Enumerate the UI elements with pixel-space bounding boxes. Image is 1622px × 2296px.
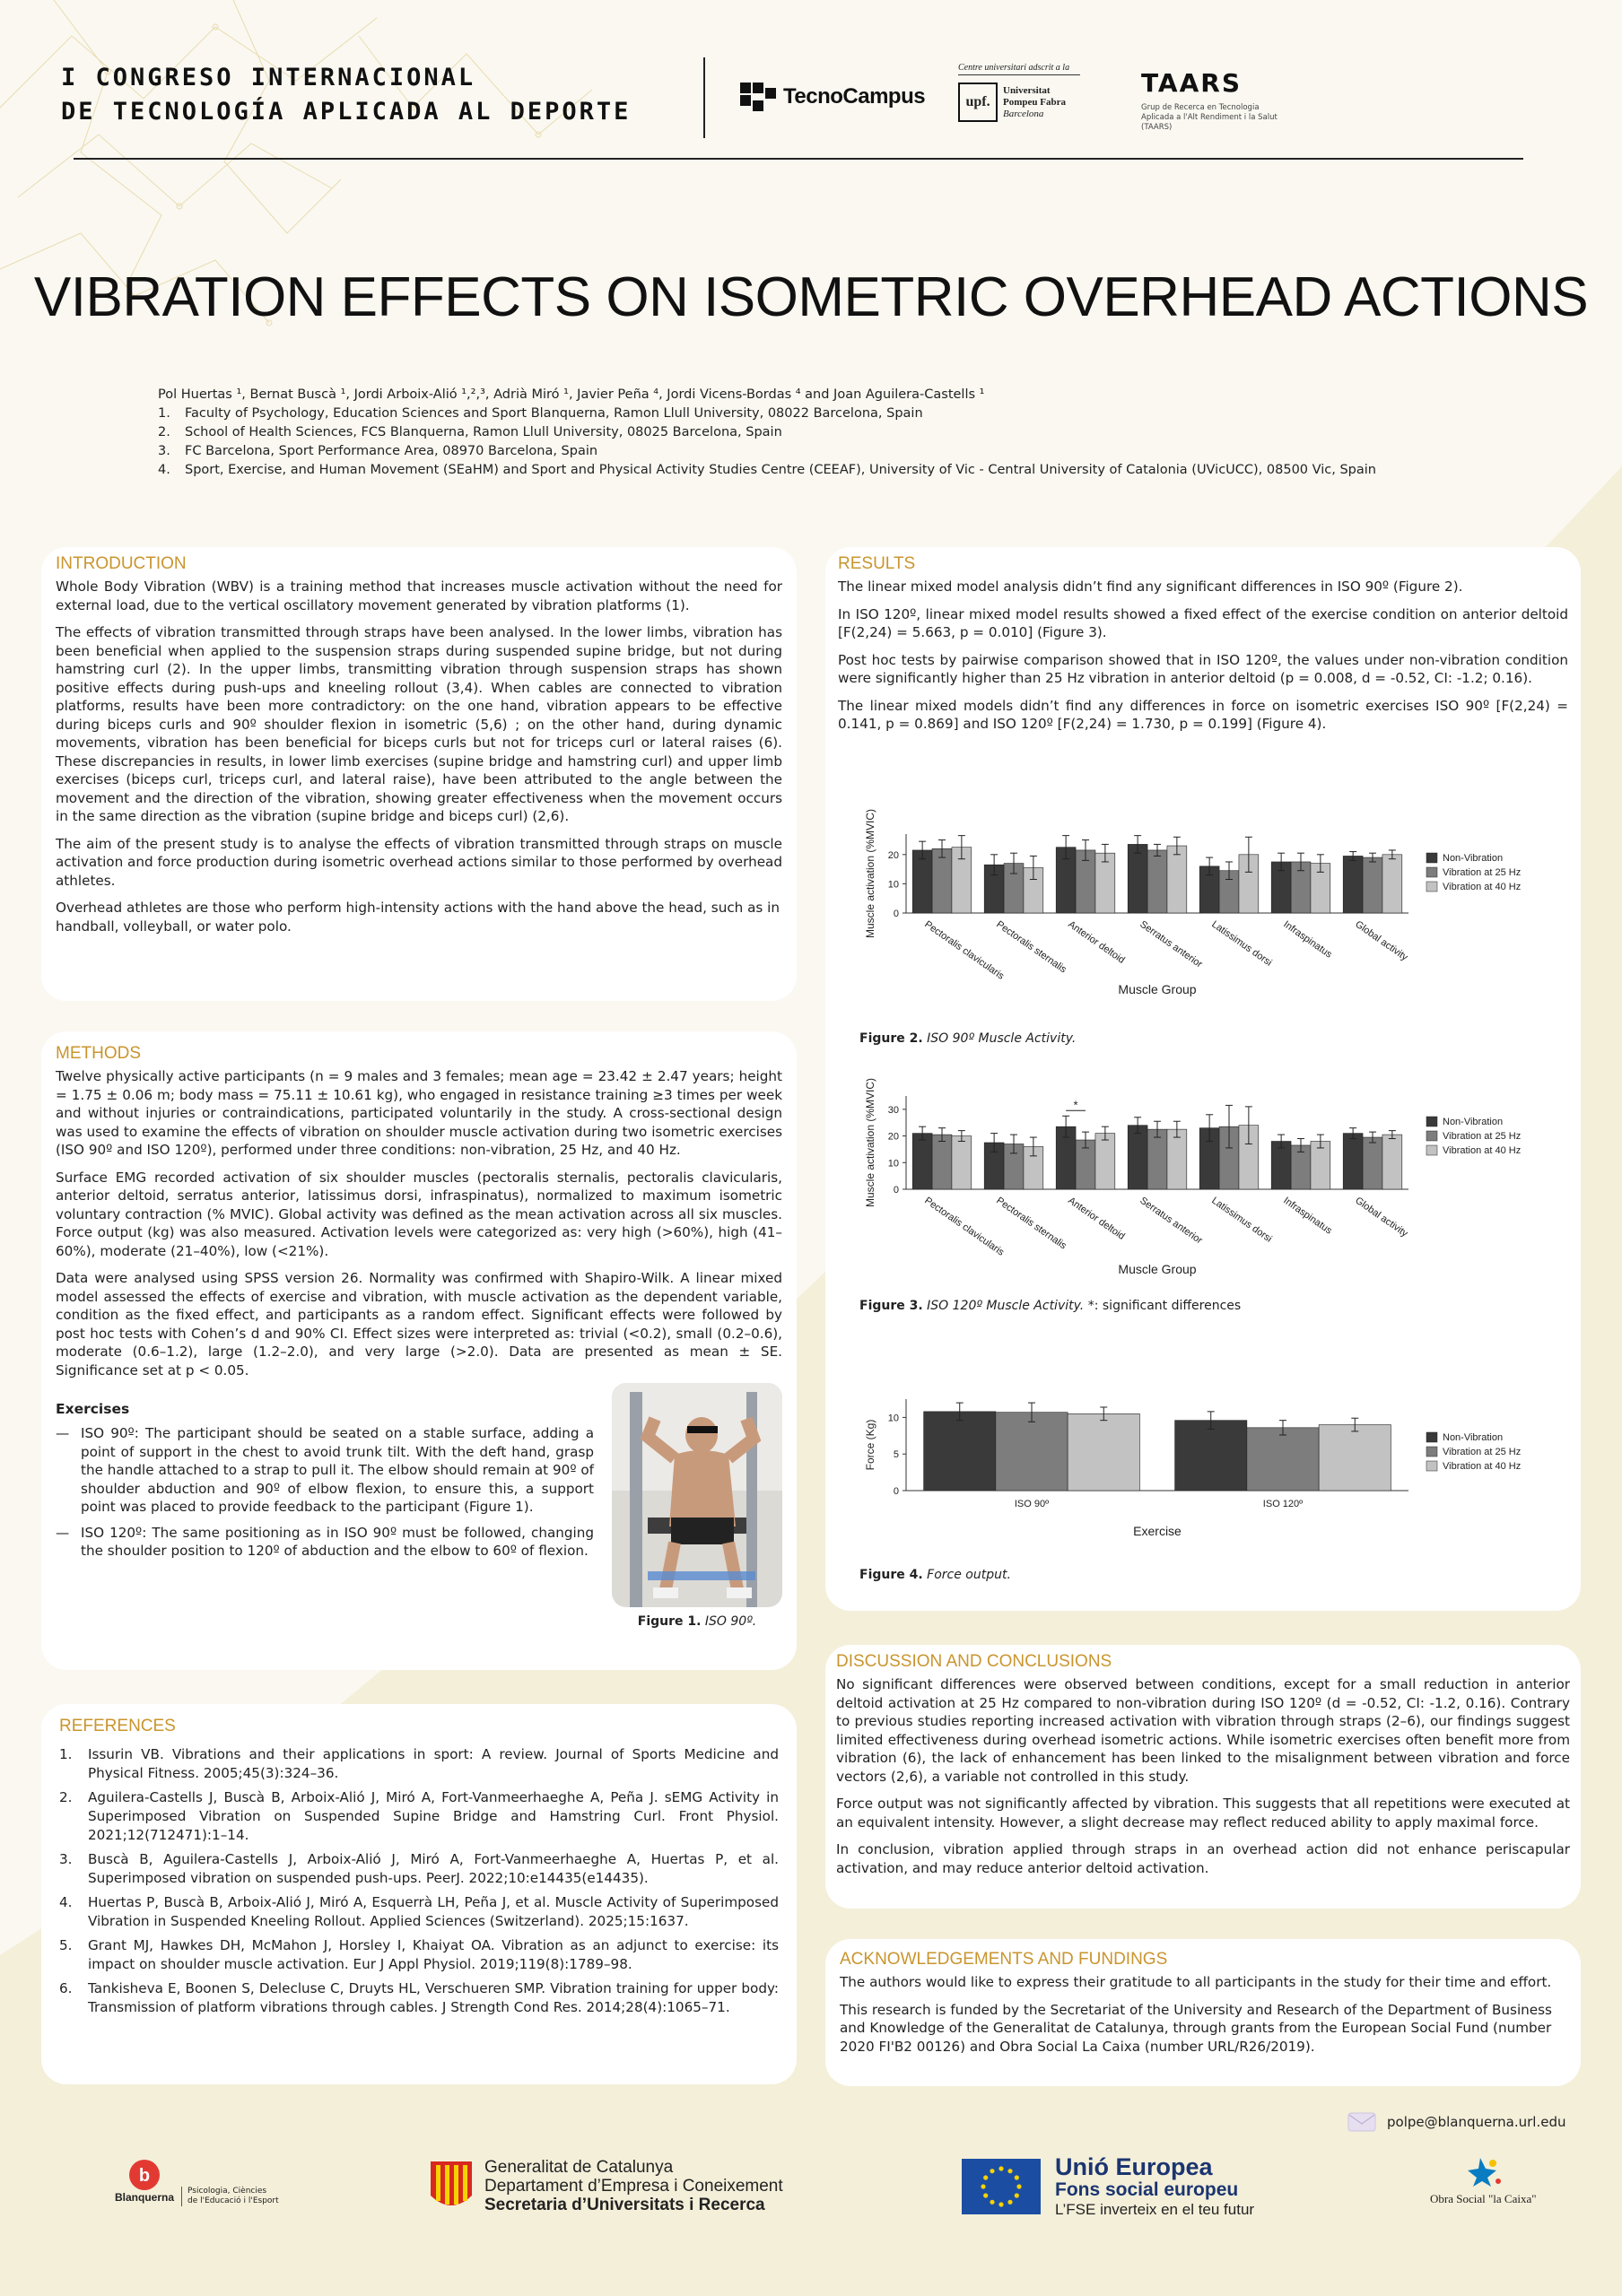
tecnocampus-icon (740, 83, 776, 111)
author-list: Pol Huertas ¹, Bernat Buscà ¹, Jordi Arboix-Alió ¹,²,³, Adrià Miró ¹, Javier Peña ⁴, Jordi Vicens-Bordas ⁴ and Joan Aguilera-Castells ¹ (158, 387, 985, 402)
dash-bullet: — (56, 1524, 70, 1541)
acknowledgements-heading: ACKNOWLEDGEMENTS AND FUNDINGS (840, 1950, 1168, 1969)
introduction-paragraph: The effects of vibration transmitted through straps have been analysed. In the lower limbs, vibration has been beneficial when applied to the suspension straps during suspended supine bridge, but not during hamstring curl (2). In the upper limbs, transmitting vibration through suspension straps has shown positive effects during push-ups and kneeling rollout (3,4). When cables are connected to vibration platforms, results have been more contradictory: on the one hand, vibration appears to be effective during biceps curls and 90º shoulder flexion in isometric (5,6) ; on the other hand, during dynamic movements, vibration has been beneficial for biceps curls but not for triceps curl or lateral raises (6). These discrepancies in results, in lower limb exercises (supine bridge and hamstring curl) and upper limb exercises (biceps curl, triceps curl, and lateral raise), have been attributed to the angle between the movement and the direction of the vibration, showing greater effectiveness when the movement occurs in the same direction as the vibration (supine bridge and biceps curl) (2,6). (56, 624, 782, 824)
eu-star (998, 2202, 1003, 2206)
bar (1167, 1129, 1187, 1189)
upf-logo (958, 63, 1080, 122)
affiliation-number: 4. (158, 463, 170, 477)
results-paragraph: Post hoc tests by pairwise comparison showed that in ISO 120º, the values under non-vibration condition were significantly higher than 25 Hz vibration in anterior deltoid (p = 0.008, d = -0.52, CI: -1.2; 0.16). (838, 651, 1568, 686)
affiliation-list (158, 404, 1376, 480)
eu-star (990, 2200, 994, 2205)
exercise-text: ISO 90º: The participant should be seated on a stable surface, adding a point of support in the chest to avoid trunk tilt. With the deft hand, grasp the handle attached to a strap to pull it. The elbow should remain at 90º of shoulder abduction and 90º of elbow flexion, to ensure this, a support point was placed to provide feedback to the participant (Figure 1). (81, 1425, 594, 1515)
upf-name-1: Universitat (1003, 84, 1051, 96)
x-tick-label: Infraspinatus (1281, 1195, 1334, 1237)
legend-label: Non-Vibration (1443, 1432, 1504, 1443)
svg-text:b: b (138, 2166, 151, 2186)
bar (1095, 1134, 1115, 1189)
legend-swatch (1426, 1131, 1437, 1141)
reference-text: Aguilera-Castells J, Buscà B, Arboix-Alió J, Miró A, Fort-Vanmeerhaeghe A, Peña J. sEMG Activity in Superimposed Vibration on Suspended Supine Bridge and Hamstring Curl. Front Physiol. 2021;12(712471):1–14. (88, 1789, 779, 1843)
y-tick-label: 0 (893, 909, 899, 919)
taars-name: TAARS (1141, 68, 1242, 98)
reference-text: Huertas P, Buscà B, Arboix-Alió J, Miró A, Esquerrà LH, Peña J, et al. Muscle Activity of Superimposed Vibration in Suspended Kneeling Rollout. Applied Sciences (Switzerland). 2025;15:1637. (88, 1894, 779, 1929)
results-card (825, 547, 1581, 1611)
figure-3-text: ISO 120º Muscle Activity. (927, 1299, 1085, 1313)
generalitat-line-1: Generalitat de Catalunya (484, 2158, 674, 2177)
figure-1-caption (612, 1614, 782, 1629)
bar (952, 1136, 972, 1189)
x-tick-label: Latissimus dorsi (1209, 1195, 1274, 1245)
reference-number: 5. (59, 1937, 73, 1953)
legend-swatch (1426, 1461, 1437, 1471)
introduction-card (41, 547, 797, 1001)
blanquerna-sub-2: de l'Educació i l'Esport (187, 2196, 279, 2205)
legend-swatch (1426, 853, 1437, 863)
eu-star (1015, 2175, 1019, 2179)
affiliation-item (158, 404, 1376, 423)
discussion-paragraph: In conclusion, vibration applied through straps in an overhead action did not enhance periscapular activation, and may reduce anterior deltoid activation. (836, 1841, 1570, 1876)
legend-label: Vibration at 25 Hz (1443, 867, 1522, 878)
x-tick-label: Pectoralis clavicularis (922, 918, 1007, 982)
affiliation-number: 3. (158, 444, 170, 458)
bar (1311, 1142, 1330, 1189)
bar (1343, 1134, 1363, 1189)
x-tick-label: Anterior deltoid (1066, 918, 1127, 966)
eu-logo (962, 2154, 1254, 2219)
blanquerna-sub-1: Psicologia, Ciències (187, 2187, 267, 2196)
bar (1247, 1428, 1319, 1491)
reference-item (59, 1788, 779, 1845)
acknowledgements-paragraph: This research is funded by the Secretariat of the University and Research of the Department of Business and Knowledge of the Generalitat de Catalunya, through grants from the European Social Fund (number 2020 FI'B2 00126) and Obra Social La Caixa (number URL/R26/2019). (840, 2001, 1552, 2055)
y-tick-label: 5 (893, 1449, 899, 1461)
tecnocampus-text: TecnoCampus (783, 84, 926, 109)
eu-star (983, 2175, 988, 2179)
discussion-paragraph: Force output was not significantly affected by vibration. This suggests that all repetitions were executed at an equivalent intensity. However, a slight decrease may reflect reduced ability to apply maximal force. (836, 1796, 1570, 1831)
legend-swatch (1426, 1447, 1437, 1457)
legend-label: Non-Vibration (1443, 853, 1504, 864)
discussion-paragraph: No significant differences were observed between conditions, except for a small reduction in anterior deltoid activation at 25 Hz compared to non-vibration during ISO 120º (d = -0.52, CI: -1.2, 0.16). Contrary to previous studies reporting increased activation with vibration through straps (2–6), our findings suggest limited effectiveness during overhead isometric actions. While isometric exercises often benefit more from vibration (6), the lack of enhancement has been linked to the misalignment between vibration and force vectors (2,6), a variable not controlled in this study. (836, 1676, 1570, 1785)
x-tick-label: Infraspinatus (1281, 918, 1334, 961)
poster-title: VIBRATION EFFECTS ON ISOMETRIC OVERHEAD ACTIONS (33, 266, 1589, 328)
acknowledgements-paragraph: The authors would like to express their gratitude to all participants in the study for their time and effort. (840, 1974, 1552, 1990)
acknowledgements-card (825, 1939, 1581, 2086)
y-tick-label: 10 (887, 1158, 899, 1170)
bar (1382, 855, 1402, 913)
eu-star (1016, 2184, 1021, 2188)
y-tick-label: 20 (887, 849, 899, 861)
legend-swatch (1426, 1145, 1437, 1155)
eu-star (983, 2193, 988, 2197)
legend-swatch (1426, 1432, 1437, 1442)
figure-1-text: ISO 90º. (704, 1614, 757, 1629)
generalitat-line-3: Secretaria d’Universitats i Recerca (484, 2196, 765, 2214)
y-axis-label: Force (Kg) (864, 1419, 876, 1471)
y-tick-label: 10 (887, 879, 899, 891)
figure-4-text: Force output. (927, 1568, 1011, 1582)
eu-star (1007, 2169, 1012, 2173)
introduction-paragraph: Overhead athletes are those who perform high-intensity actions with the hand above the head, such as in handball, volleyball, or water polo. (56, 900, 780, 935)
reference-number: 3. (59, 1851, 73, 1867)
bar (932, 1135, 952, 1189)
results-paragraph: The linear mixed model analysis didn’t find any significant differences in ISO 90º (Figure 2). (838, 578, 1463, 595)
bar (1343, 856, 1363, 913)
bar (932, 848, 952, 913)
exercise-item (56, 1524, 594, 1561)
email-text: polpe@blanquerna.url.edu (1387, 2114, 1566, 2130)
header-rule (74, 158, 1523, 160)
affiliation-text: FC Barcelona, Sport Performance Area, 08970 Barcelona, Spain (185, 444, 598, 458)
y-tick-label: 10 (887, 1413, 899, 1424)
x-tick-label: Global activity (1353, 1195, 1410, 1239)
upf-name-3: Barcelona (1003, 108, 1044, 119)
bar (1147, 850, 1167, 913)
exercise-text: ISO 120º: The same positioning as in ISO 90º must be followed, changing the shoulder position to 120º of abduction and the elbow to 60º of flexion. (81, 1524, 594, 1559)
y-axis-label: Muscle activation (%MVIC) (864, 808, 876, 939)
bar (1363, 857, 1382, 913)
blanquerna-name: Blanquerna (115, 2191, 175, 2204)
methods-paragraph: Data were analysed using SPSS version 26. Normality was confirmed with Shapiro-Wilk. A linear mixed model assessed the effects of exercise and vibration, with muscle activation as the dependent variable, condition as the fixed effect, and participants as a random effect. Significant effects were followed by post hoc tests with Cohen’s d and 90% CI. Effect sizes were interpreted as: trivial (<0.2), small (0.2–0.6), moderate (0.6–1.2), large (1.2–2.0), and very large (>2.0). Data are presented as mean ± SE. Significance set at p < 0.05. (56, 1270, 782, 1378)
x-tick-label: Serratus anterior (1138, 918, 1205, 970)
results-paragraph: The linear mixed models didn’t find any differences in force on isometric exercises ISO 90º [F(2,24) = 0.141, p = 0.869] and ISO 120º [F(2,24) = 1.730, p = 0.199] (Figure 4). (838, 697, 1568, 732)
eu-star (990, 2169, 994, 2173)
legend-swatch (1426, 1117, 1437, 1126)
bar (912, 1134, 932, 1189)
conference-title (61, 61, 631, 129)
reference-number: 4. (59, 1894, 73, 1910)
generalitat-shield-icon (429, 2160, 474, 2213)
figure-3-caption (859, 1299, 1241, 1313)
reference-item (59, 1745, 779, 1783)
legend-label: Vibration at 40 Hz (1443, 882, 1522, 892)
blanquerna-logo (115, 2156, 279, 2206)
affiliation-item (158, 442, 1376, 461)
bar (1382, 1135, 1402, 1189)
methods-paragraph: Twelve physically active participants (n = 9 males and 3 females; mean age = 23.42 ± 2.47 years; height = 1.75 ± 0.06 m; body mass = 75.11 ± 10.61 kg), who engaged in resistance training ≥3 times per week and without injuries or contraindications, participated voluntarily in the study. A cross-sectional design was used to examine the effects of vibration on shoulder muscle activation during two isometric exercises (ISO 90º and ISO 120º), performed under three conditions: non-vibration, 25 Hz, and 40 Hz. (56, 1068, 782, 1158)
legend-label: Non-Vibration (1443, 1117, 1504, 1127)
taars-logo (1141, 68, 1285, 133)
legend-swatch (1426, 882, 1437, 891)
la-caixa-logo (1430, 2156, 1537, 2206)
eu-line-3: L’FSE inverteix en el teu futur (1055, 2201, 1255, 2218)
eu-star (981, 2184, 985, 2188)
la-caixa-name: Obra Social "la Caixa" (1430, 2192, 1537, 2205)
methods-heading: METHODS (56, 1044, 141, 1063)
affiliation-number: 2. (158, 425, 170, 439)
contact-email[interactable] (1347, 2112, 1566, 2132)
bar (912, 850, 932, 913)
x-tick-label: Latissimus dorsi (1209, 918, 1274, 969)
legend-swatch (1426, 867, 1437, 877)
figure-3-label: Figure 3. (859, 1299, 923, 1313)
figure-2-caption (859, 1031, 1076, 1046)
references-card (41, 1704, 797, 2084)
figure-1-photo (612, 1383, 782, 1607)
taars-subtitle: Grup de Recerca en Tecnologia Aplicada a l'Alt Rendiment i la Salut (TAARS) (1141, 103, 1278, 132)
affiliation-text: School of Health Sciences, FCS Blanquerna, Ramon Llull University, 08025 Barcelona, Spain (185, 425, 782, 439)
bar (1319, 1425, 1391, 1491)
figure-4-label: Figure 4. (859, 1568, 923, 1582)
conference-line-2: DE TECNOLOGÍA APLICADA AL DEPORTE (61, 98, 632, 126)
reference-list (59, 1745, 779, 2017)
references-heading: REFERENCES (59, 1717, 176, 1735)
authors-block (158, 386, 1376, 480)
figure-1-label: Figure 1. (637, 1614, 702, 1629)
reference-text: Grant MJ, Hawkes DH, McMahon J, Horsley I, Khaiyat OA. Vibration as an adjunct to exercise: its impact on shoulder muscle activation. Eur J Appl Physiol. 2019;119(8):1789–98. (88, 1937, 779, 1972)
figure-2-text: ISO 90º Muscle Activity. (927, 1031, 1077, 1046)
affiliation-item (158, 461, 1376, 480)
eu-line-2: Fons social europeu (1055, 2179, 1239, 2200)
methods-paragraph: Surface EMG recorded activation of six shoulder muscles (pectoralis sternalis, pectoralis clavicularis, anterior deltoid, serratus anterior, latissimus dorsi, infraspinatus), normalized to maximum isometric voluntary contraction (% MVIC). Global activity was defined as the mean activation across all six muscles. Force output (kg) was also measured. Activation levels were categorized as: very high (>60%), high (41–60%), moderate (21–40%), low (<21%). (56, 1169, 782, 1259)
methods-card (41, 1031, 797, 1670)
x-tick-label: Global activity (1353, 918, 1410, 963)
la-caixa-star-icon (1461, 2156, 1505, 2188)
bar (996, 1413, 1068, 1491)
x-tick-label: Anterior deltoid (1066, 1195, 1127, 1242)
affiliation-item (158, 423, 1376, 442)
y-tick-label: 30 (887, 1104, 899, 1116)
discussion-heading: DISCUSSION AND CONCLUSIONS (836, 1652, 1112, 1671)
reference-number: 6. (59, 1980, 73, 1996)
results-paragraph: In ISO 120º, linear mixed model results showed a fixed effect of the exercise condition on anterior deltoid [F(2,24) = 5.663, p = 0.010] (Figure 3). (838, 605, 1568, 640)
affiliation-number: 1. (158, 406, 170, 421)
reference-number: 2. (59, 1789, 73, 1805)
reference-text: Tankisheva E, Boonen S, Delecluse C, Druyts HL, Verschueren SMP. Vibration training for upper body: Transmission of platform vibrations through cables. J Strength Cond Res. 2014;28(4):1065–71. (88, 1980, 779, 2015)
reference-number: 1. (59, 1746, 73, 1762)
bar (1068, 1413, 1139, 1491)
legend-label: Vibration at 25 Hz (1443, 1131, 1522, 1142)
bar (1128, 844, 1147, 913)
figure-3-chart (852, 1077, 1522, 1283)
reference-item (59, 1850, 779, 1888)
bar (924, 1412, 996, 1491)
introduction-paragraph: The aim of the present study is to analyse the effects of vibration transmitted through straps on muscle activation and force production during isometric overhead actions similar to those performed by overhead athletes. (56, 835, 782, 889)
reference-item (59, 1893, 779, 1931)
bar (1128, 1126, 1147, 1189)
x-tick-label: ISO 120º (1262, 1499, 1304, 1509)
generalitat-line-2: Departament d’Empresa i Coneixement (484, 2177, 783, 2196)
discussion-card (825, 1645, 1581, 1909)
dash-bullet: — (56, 1425, 70, 1441)
header-divider (703, 57, 705, 138)
figure-4-caption (859, 1568, 1011, 1582)
eu-star (1015, 2193, 1019, 2197)
x-tick-label: ISO 90º (1014, 1499, 1050, 1509)
results-heading: RESULTS (838, 554, 916, 573)
eu-line-1: Unió Europea (1055, 2153, 1213, 2180)
bar (1175, 1421, 1247, 1491)
mail-icon (1347, 2112, 1376, 2132)
bar (1271, 1142, 1291, 1189)
figure-3-note: *: significant differences (1084, 1299, 1242, 1313)
x-tick-label: Pectoralis sternalis (994, 1195, 1068, 1252)
x-axis-label: Exercise (1133, 1524, 1182, 1538)
y-tick-label: 0 (893, 1486, 899, 1497)
eu-star (998, 2166, 1003, 2170)
legend-label: Vibration at 40 Hz (1443, 1461, 1522, 1472)
upf-tagline: Centre universitari adscrit a la (958, 63, 1080, 75)
eu-flag-icon (962, 2159, 1041, 2214)
x-tick-label: Pectoralis sternalis (994, 918, 1068, 976)
introduction-paragraph: Whole Body Vibration (WBV) is a training method that increases muscle activation without the need for external load, due to the vertical oscillatory movement generated by vibration platforms (1). (56, 578, 782, 613)
generalitat-logo (429, 2158, 783, 2214)
legend-label: Vibration at 40 Hz (1443, 1145, 1522, 1156)
y-tick-label: 0 (893, 1185, 899, 1196)
figure-2-label: Figure 2. (859, 1031, 923, 1046)
exercise-item (56, 1424, 594, 1517)
blanquerna-icon (128, 2159, 161, 2191)
reference-text: Issurin VB. Vibrations and their applications in sport: A review. Journal of Sports Medicine and Physical Fitness. 2005;45(3):324–36. (88, 1746, 779, 1781)
bar (1167, 846, 1187, 913)
conference-line-1: I CONGRESO INTERNACIONAL (61, 64, 476, 91)
y-axis-label: Muscle activation (%MVIC) (864, 1077, 876, 1208)
reference-text: Buscà B, Aguilera-Castells J, Arboix-Alió J, Miró A, Fort-Vanmeerhaeghe A, Huertas P, et al. Superimposed vibration on suspended push-ups. PeerJ. 2022;10:e14435(e14435). (88, 1851, 779, 1886)
x-tick-label: Pectoralis clavicularis (922, 1195, 1007, 1258)
upf-name-2: Pompeu Fabra (1003, 96, 1066, 108)
upf-mark: upf. (958, 83, 998, 122)
exercises-heading: Exercises (56, 1401, 130, 1417)
eu-star (1007, 2200, 1012, 2205)
legend-label: Vibration at 25 Hz (1443, 1447, 1522, 1457)
x-tick-label: Serratus anterior (1138, 1195, 1205, 1247)
reference-item (59, 1936, 779, 1974)
bar (1147, 1129, 1167, 1189)
affiliation-text: Faculty of Psychology, Education Sciences and Sport Blanquerna, Ramon Llull University, 08022 Barcelona, Spain (185, 406, 923, 421)
y-tick-label: 20 (887, 1131, 899, 1143)
reference-item (59, 1979, 779, 2017)
figure-2-chart (852, 807, 1522, 1009)
tecnocampus-logo (740, 83, 925, 111)
x-axis-label: Muscle Group (1118, 982, 1197, 996)
x-axis-label: Muscle Group (1118, 1262, 1197, 1276)
significance-marker: * (1073, 1098, 1078, 1112)
figure-4-chart (852, 1381, 1522, 1570)
affiliation-text: Sport, Exercise, and Human Movement (SEaHM) and Sport and Physical Activity Studies Centre (CEEAF), University of Vic - Central University of Catalonia (UVicUCC), 08500 Vic, Spain (185, 463, 1376, 477)
bar (1363, 1137, 1382, 1189)
introduction-heading: INTRODUCTION (56, 554, 187, 573)
